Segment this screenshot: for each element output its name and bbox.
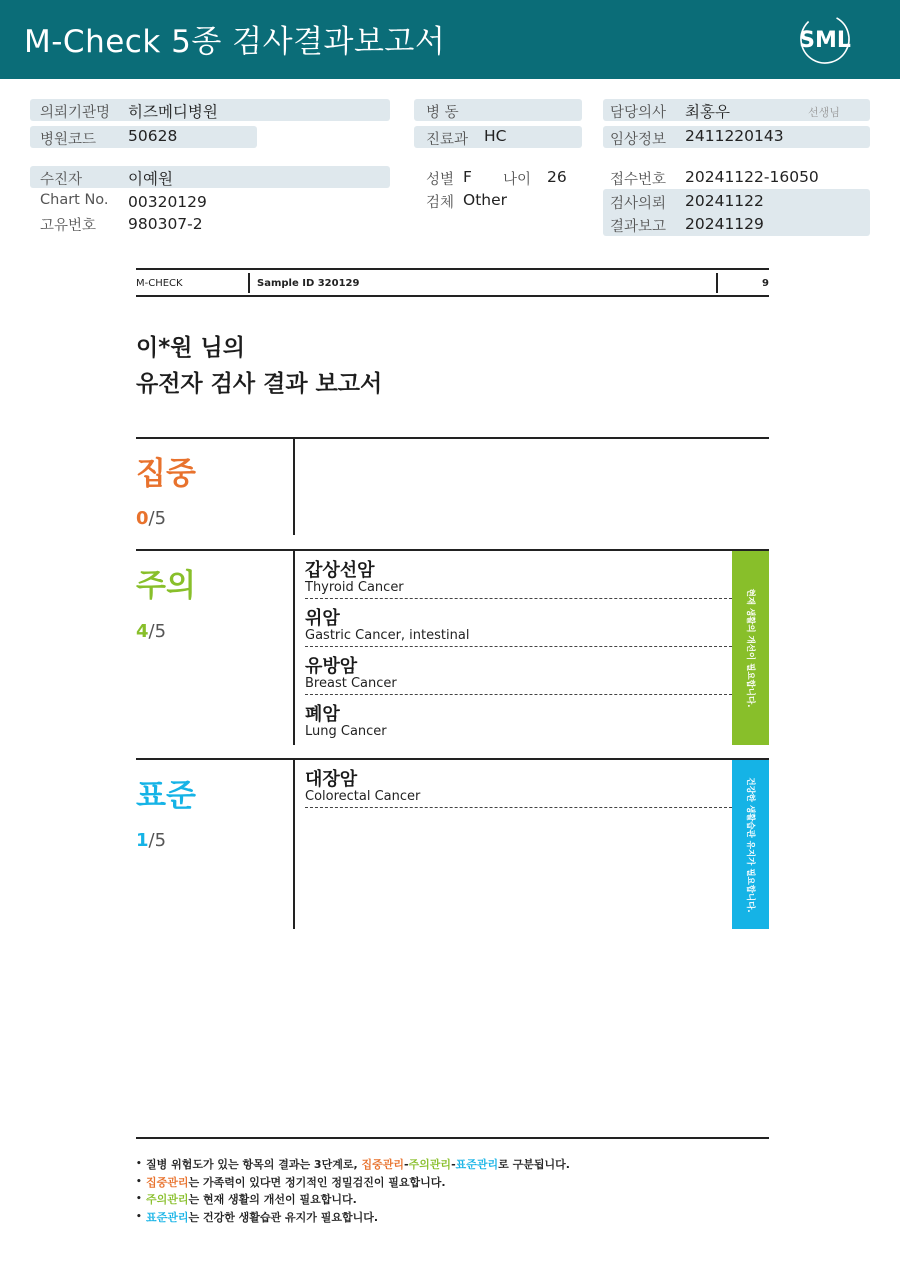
hospital-code-label: 병원코드	[40, 132, 97, 148]
category-focus-count: 0/5	[136, 508, 167, 529]
result-item-colorectal	[305, 761, 732, 808]
divider	[136, 295, 769, 297]
greeting-line-1: 이*원 님의	[136, 335, 245, 361]
item-korean-name: 폐암	[305, 704, 340, 725]
item-english-name: Colorectal Cancer	[305, 789, 421, 804]
doctor-label: 담당의사	[610, 105, 667, 121]
result-item-lung	[305, 696, 732, 743]
chart-label: Chart No.	[40, 192, 109, 208]
section-divider	[293, 439, 295, 535]
divider	[248, 273, 250, 293]
chart-value: 00320129	[128, 193, 207, 211]
caution-side-band	[732, 551, 769, 745]
sex-value: F	[463, 168, 472, 186]
item-korean-name: 위암	[305, 608, 340, 629]
report-title: M-Check 5종 검사결과보고서	[24, 24, 446, 60]
result-item-breast	[305, 648, 732, 695]
doctor-suffix: 선생님	[808, 106, 840, 119]
age-value: 26	[547, 168, 567, 186]
hospital-value: 히즈메디병원	[128, 103, 218, 121]
request-value: 20241122	[685, 192, 764, 210]
item-korean-name: 대장암	[305, 769, 358, 790]
sml-logo	[796, 12, 854, 66]
hospital-code-value: 50628	[128, 127, 178, 145]
unique-value: 980307-2	[128, 215, 203, 233]
clinical-value: 2411220143	[685, 127, 784, 145]
item-english-name: Thyroid Cancer	[305, 580, 404, 595]
standard-side-band	[732, 760, 769, 929]
footer-divider	[136, 1137, 769, 1139]
standard-side-text: 건강한 생활습관 유지가 필요합니다.	[744, 776, 755, 913]
svg-text:SML: SML	[799, 28, 851, 53]
clinical-label: 임상정보	[610, 132, 667, 148]
report-value: 20241129	[685, 215, 764, 233]
result-item-gastric	[305, 600, 732, 647]
item-korean-name: 유방암	[305, 656, 358, 677]
item-english-name: Lung Cancer	[305, 724, 387, 739]
section-divider	[136, 549, 769, 551]
section-divider	[136, 437, 769, 439]
receipt-label: 접수번호	[610, 172, 667, 188]
specimen-value: Other	[463, 191, 508, 209]
report-greeting	[136, 330, 382, 402]
ward-label: 병 동	[426, 105, 459, 121]
footer-notes	[136, 1156, 570, 1226]
brand-label: M-CHECK	[136, 278, 183, 289]
dept-value: HC	[484, 127, 507, 145]
patient-value: 이예원	[128, 170, 173, 188]
unique-label: 고유번호	[40, 218, 97, 234]
divider	[716, 273, 718, 293]
patient-label: 수진자	[40, 172, 83, 188]
request-label: 검사의뢰	[610, 196, 667, 212]
note-line: • 표준관리는 건강한 생활습관 유지가 필요합니다.	[136, 1210, 379, 1224]
divider	[136, 268, 769, 270]
item-english-name: Breast Cancer	[305, 676, 397, 691]
sex-label: 성별	[426, 172, 455, 188]
section-divider	[293, 760, 295, 929]
doctor-value: 최홍우	[685, 103, 730, 121]
item-english-name: Gastric Cancer, intestinal	[305, 628, 470, 643]
item-korean-name: 갑상선암	[305, 560, 375, 581]
caution-side-text: 현재 생활의 개선이 필요합니다.	[744, 588, 755, 708]
category-caution-count: 4/5	[136, 621, 167, 642]
section-divider	[136, 758, 769, 760]
note-line: • 질병 위험도가 있는 항목의 결과는 3단계로, 집중관리-주의관리-표준관리로 구분됩니다.	[136, 1158, 570, 1171]
result-item-thyroid	[305, 552, 732, 599]
category-standard-count: 1/5	[136, 830, 167, 851]
specimen-label: 검체	[426, 195, 455, 211]
age-label: 나이	[503, 172, 532, 188]
note-line: • 집중관리는 가족력이 있다면 정기적인 정밀검진이 필요합니다.	[136, 1175, 446, 1189]
dept-label: 진료과	[426, 132, 469, 148]
report-label: 결과보고	[610, 219, 667, 235]
hospital-label: 의뢰기관명	[40, 105, 111, 121]
page-number: 9	[762, 278, 769, 289]
sample-id: Sample ID 320129	[257, 278, 360, 289]
category-focus-title: 집중	[136, 456, 196, 492]
info-pill	[30, 166, 390, 188]
category-standard-title: 표준	[136, 778, 196, 814]
section-divider	[293, 551, 295, 745]
header-bar	[0, 0, 900, 79]
greeting-line-2: 유전자 검사 결과 보고서	[136, 371, 383, 397]
category-caution-title: 주의	[136, 568, 196, 604]
note-line: • 주의관리는 현재 생활의 개선이 필요합니다.	[136, 1193, 357, 1206]
receipt-value: 20241122-16050	[685, 168, 819, 186]
